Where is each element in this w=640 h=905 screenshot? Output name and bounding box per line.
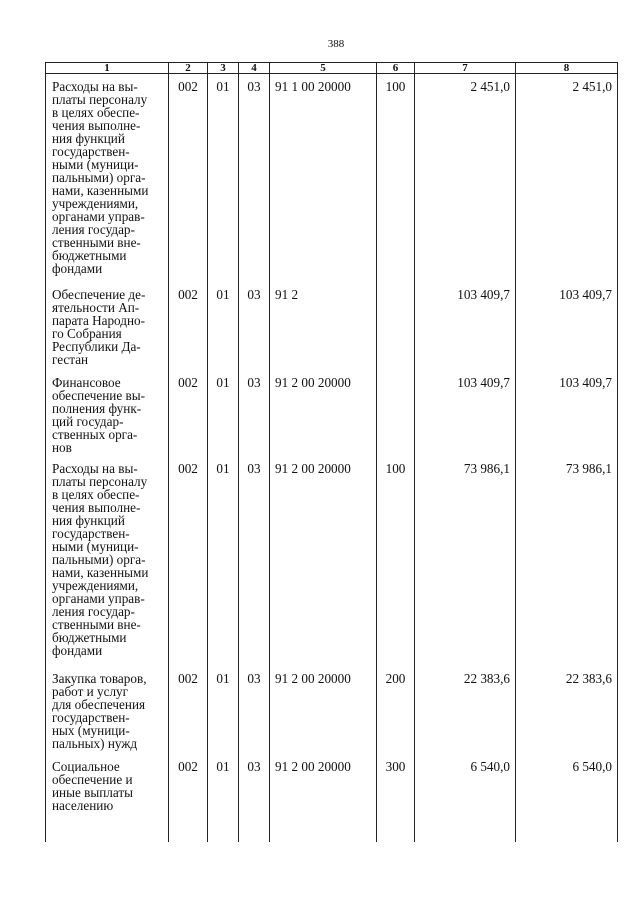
expense-name-line: бюджетными xyxy=(52,629,127,645)
empty-cell xyxy=(270,839,377,843)
expense-name-line: бюджетными xyxy=(52,248,127,263)
target-article-code: 91 2 00 20000 xyxy=(270,754,377,839)
expense-name xyxy=(46,74,169,282)
expense-name-line: нами, казенными xyxy=(52,183,149,198)
ministry-code: 002 xyxy=(169,666,208,754)
subsection-code: 03 xyxy=(239,666,270,754)
table-body xyxy=(46,74,618,843)
expense-name-line: государствен- xyxy=(52,709,130,725)
table-row xyxy=(46,754,618,839)
ministry-code: 002 xyxy=(169,754,208,839)
expense-name-line: гестан xyxy=(52,351,89,367)
section-code: 01 xyxy=(208,456,239,666)
column-header: 2 xyxy=(169,63,208,74)
expense-name-line: парата Народно- xyxy=(52,312,146,328)
expense-name-line: ными (муници- xyxy=(52,538,139,554)
expense-type-code: 300 xyxy=(377,754,415,839)
budget-table xyxy=(45,62,618,842)
expense-type-code xyxy=(377,370,415,456)
expense-name-line: работ и услуг xyxy=(52,683,129,699)
amount-column-8: 73 986,1 xyxy=(516,456,618,666)
table-row xyxy=(46,282,618,370)
empty-cell xyxy=(415,839,516,843)
amount-column-8: 103 409,7 xyxy=(516,282,618,370)
amount-column-7: 103 409,7 xyxy=(415,282,516,370)
target-article-code: 91 1 00 20000 xyxy=(270,74,377,282)
expense-name-line: государствен- xyxy=(52,144,130,159)
expense-name-line: населению xyxy=(52,797,114,813)
expense-name-line: го Собрания xyxy=(52,325,122,341)
expense-name-line: Расходы на вы- xyxy=(52,460,138,476)
page-number: 388 xyxy=(327,38,345,50)
target-article-code: 91 2 00 20000 xyxy=(270,666,377,754)
amount-column-7: 6 540,0 xyxy=(415,754,516,839)
expense-name-line: ния функций xyxy=(52,131,125,146)
expense-name-line: пальными) орга- xyxy=(52,170,146,185)
expense-name xyxy=(46,754,169,839)
section-code: 01 xyxy=(208,666,239,754)
expense-name-line: в целях обеспе- xyxy=(52,105,140,120)
expense-name-line: учреждениями, xyxy=(52,196,139,211)
expense-name-line: органами управ- xyxy=(52,209,145,224)
expense-name-line: платы персоналу xyxy=(52,92,148,107)
expense-name-line: ятельности Ап- xyxy=(52,299,140,315)
table-filler-row xyxy=(46,839,618,843)
expense-name xyxy=(46,370,169,456)
expense-name-line: в целях обеспе- xyxy=(52,486,140,502)
expense-name xyxy=(46,666,169,754)
amount-column-7: 22 383,6 xyxy=(415,666,516,754)
empty-cell xyxy=(208,839,239,843)
expense-name-line: полнения функ- xyxy=(52,400,142,416)
expense-name-line: ственными вне- xyxy=(52,616,141,632)
empty-cell xyxy=(169,839,208,843)
expense-name-line: пальными) орга- xyxy=(52,551,146,567)
expense-name-line: органами управ- xyxy=(52,590,145,606)
expense-name-line: ления государ- xyxy=(52,603,135,619)
expense-name-line: чения выполне- xyxy=(52,499,141,515)
subsection-code: 03 xyxy=(239,282,270,370)
table-row xyxy=(46,666,618,754)
subsection-code: 03 xyxy=(239,370,270,456)
expense-name-line: фондами xyxy=(52,261,103,276)
expense-name-line: нов xyxy=(52,439,72,455)
column-header: 8 xyxy=(516,63,618,74)
expense-name xyxy=(46,456,169,666)
target-article-code: 91 2 00 20000 xyxy=(270,370,377,456)
expense-type-code: 100 xyxy=(377,74,415,282)
expense-name-line: ния функций xyxy=(52,512,125,528)
ministry-code: 002 xyxy=(169,456,208,666)
expense-name-line: государствен- xyxy=(52,525,130,541)
empty-cell xyxy=(46,839,169,843)
section-code: 01 xyxy=(208,282,239,370)
expense-name-line: ственных орга- xyxy=(52,426,138,442)
expense-name-line: иные выплаты xyxy=(52,784,133,800)
column-header: 5 xyxy=(270,63,377,74)
expense-name-line: пальных) нужд xyxy=(52,735,138,751)
ministry-code: 002 xyxy=(169,282,208,370)
expense-name-line: платы персоналу xyxy=(52,473,148,489)
expense-name-line: нами, казенными xyxy=(52,564,149,580)
expense-name-line: ления государ- xyxy=(52,222,135,237)
expense-name-line: для обеспечения xyxy=(52,696,146,712)
expense-name-line: Закупка товаров, xyxy=(52,670,147,686)
expense-name-line: Финансовое xyxy=(52,374,121,390)
amount-column-7: 103 409,7 xyxy=(415,370,516,456)
expense-name-line: ций государ- xyxy=(52,413,124,429)
amount-column-8: 22 383,6 xyxy=(516,666,618,754)
table-row xyxy=(46,74,618,282)
expense-name-line: ственными вне- xyxy=(52,235,141,250)
empty-cell xyxy=(239,839,270,843)
expense-type-code: 200 xyxy=(377,666,415,754)
target-article-code: 91 2 00 20000 xyxy=(270,456,377,666)
ministry-code: 002 xyxy=(169,74,208,282)
section-code: 01 xyxy=(208,754,239,839)
amount-column-7: 2 451,0 xyxy=(415,74,516,282)
ministry-code: 002 xyxy=(169,370,208,456)
column-header: 3 xyxy=(208,63,239,74)
expense-name-line: Социальное xyxy=(52,758,120,774)
column-header: 7 xyxy=(415,63,516,74)
column-header: 1 xyxy=(46,63,169,74)
table-row xyxy=(46,370,618,456)
expense-name-line: Расходы на вы- xyxy=(52,79,138,94)
expense-name-line: обеспечение вы- xyxy=(52,387,145,403)
amount-column-7: 73 986,1 xyxy=(415,456,516,666)
section-code: 01 xyxy=(208,370,239,456)
empty-cell xyxy=(377,839,415,843)
amount-column-8: 103 409,7 xyxy=(516,370,618,456)
column-header: 6 xyxy=(377,63,415,74)
expense-name-line: ными (муници- xyxy=(52,157,139,172)
header-row xyxy=(46,63,618,74)
expense-name-line: Обеспечение де- xyxy=(52,286,146,302)
subsection-code: 03 xyxy=(239,74,270,282)
empty-cell xyxy=(516,839,618,843)
column-header: 4 xyxy=(239,63,270,74)
subsection-code: 03 xyxy=(239,754,270,839)
table-row xyxy=(46,456,618,666)
expense-name-line: учреждениями, xyxy=(52,577,139,593)
expense-name-line: Республики Да- xyxy=(52,338,141,354)
section-code: 01 xyxy=(208,74,239,282)
target-article-code: 91 2 xyxy=(270,282,377,370)
expense-type-code xyxy=(377,282,415,370)
expense-name xyxy=(46,282,169,370)
expense-name-line: фондами xyxy=(52,642,103,658)
expense-name-line: обеспечение и xyxy=(52,771,133,787)
amount-column-8: 2 451,0 xyxy=(516,74,618,282)
expense-name-line: ных (муници- xyxy=(52,722,130,738)
amount-column-8: 6 540,0 xyxy=(516,754,618,839)
expense-type-code: 100 xyxy=(377,456,415,666)
subsection-code: 03 xyxy=(239,456,270,666)
expense-name-line: чения выполне- xyxy=(52,118,141,133)
